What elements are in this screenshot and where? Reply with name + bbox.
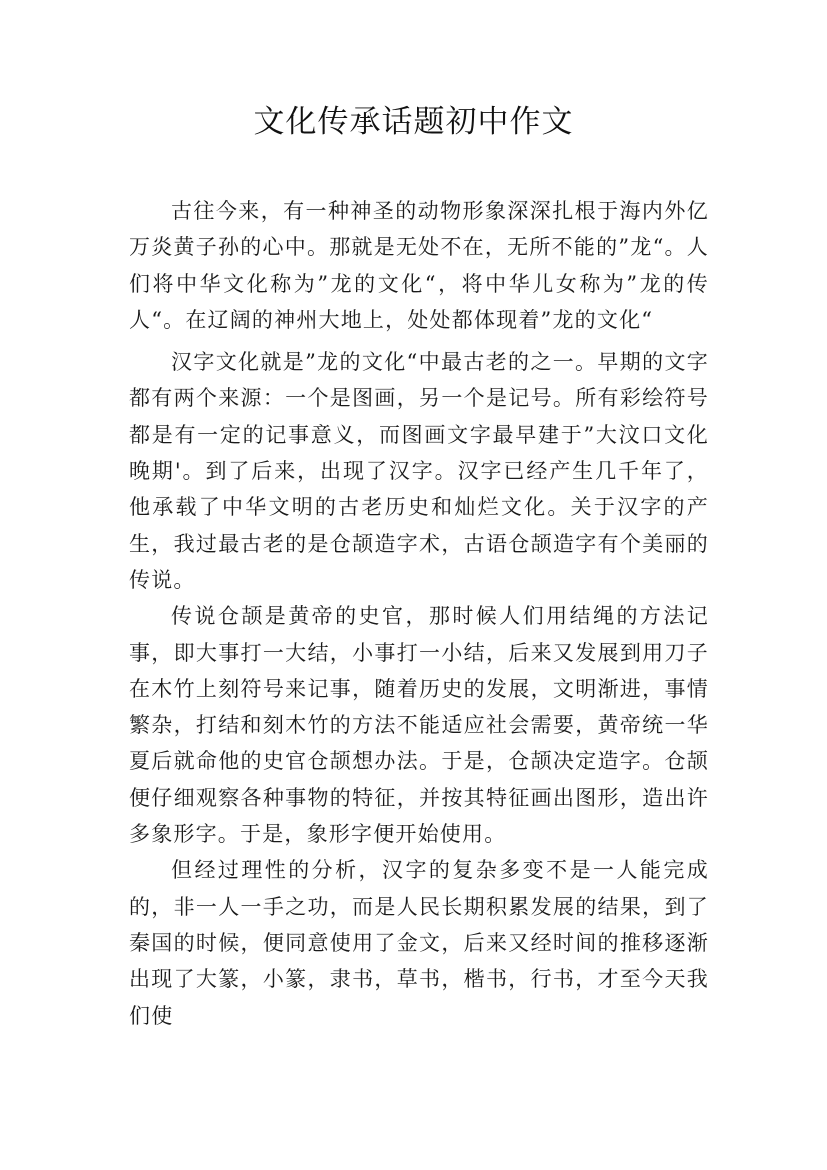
document-title: 文化传承话题初中作文: [253, 104, 574, 140]
paragraph-1: 古往今来，有一种神圣的动物形象深深扎根于海内外亿万炎黄子孙的心中。那就是无处不在，无所不能的”龙“。人们将中华文化称为”龙的文化“，将中华儿女称为”龙的传人“。在辽阔的神州大地上，处处都体现着”龙的文化“: [129, 199, 709, 332]
paragraph-2: 汉字文化就是”龙的文化“中最古老的之一。早期的文字都有两个来源：一个是图画，另一个是记号。所有彩绘符号都是有一定的记事意义，而图画文字最早建于”大汶口文化晚期'。到了后来，出现了汉字。汉字已经产生几千年了，他承载了中华文明的古老历史和灿烂文化。关于汉字的产生，我过最古老的是仓颉造字术，古语仓颉造字有个美丽的传说。: [129, 350, 709, 592]
paragraph-4: 但经过理性的分析，汉字的复杂多变不是一人能完成的，非一人一手之功，而是人民长期积累发展的结果，到了秦国的时候，便同意使用了金文，后来又经时间的推移逐渐出现了大篆，小篆，隶书，草书，楷书，行书，才至今天我们使: [129, 858, 709, 1028]
paragraph-3: 传说仓颉是黄帝的史官，那时候人们用结绳的方法记事，即大事打一大结，小事打一小结，后来又发展到用刀子在木竹上刻符号来记事，随着历史的发展，文明渐进，事情繁杂，打结和刻木竹的方法不能适应社会需要，黄帝统一华夏后就命他的史官仓颉想办法。于是，仓颉决定造字。仓颉便仔细观察各种事物的特征，并按其特征画出图形，造出许多象形字。于是，象形字便开始使用。: [129, 604, 709, 847]
document-body: [129, 193, 709, 1034]
